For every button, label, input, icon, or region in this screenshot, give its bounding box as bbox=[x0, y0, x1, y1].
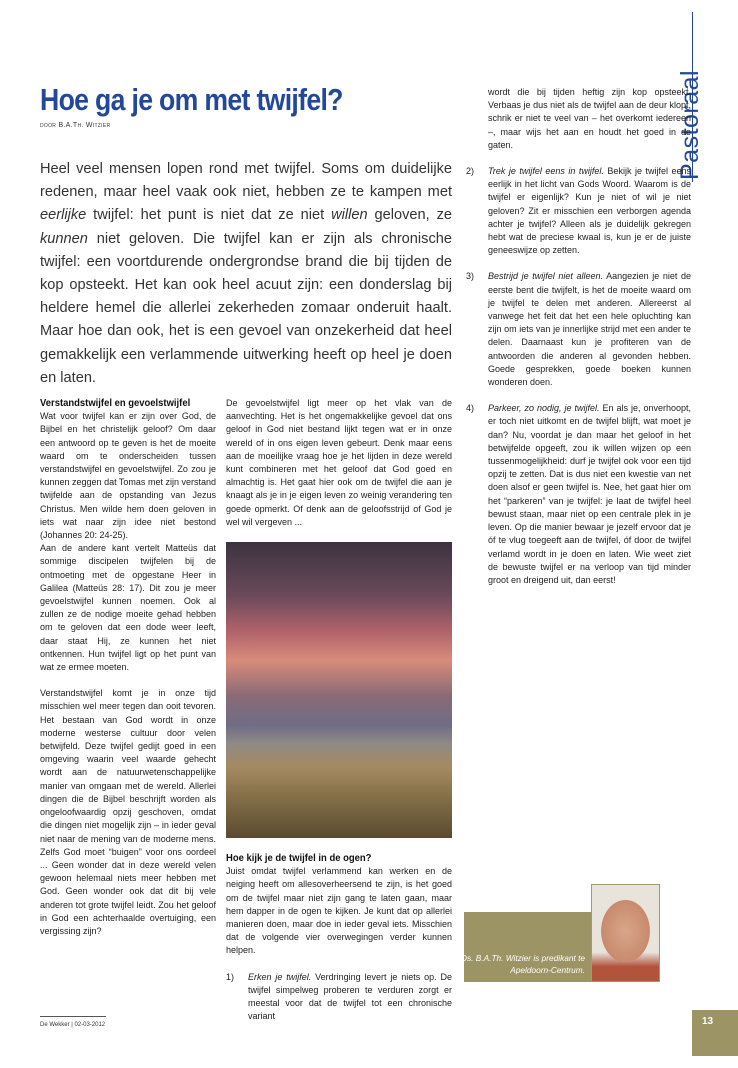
author-caption: Ds. B.A.Th. Witzier is predikant te Apeldoorn-Centrum. bbox=[461, 953, 585, 975]
paragraph: Juist omdat twijfel verlammend kan werken en de neiging heeft om allesoverheersend te zijn, is het goed om de twijfel maar niet zijn gang te laten gaan, maar hem dapper in de ogen te kijken. Je kunt dat op allerlei manieren doen, maar doe in ieder geval iets. Misschien dat de volgende vier overwegingen verder kunnen helpen. bbox=[226, 866, 452, 956]
sunset-landscape-photo bbox=[226, 542, 452, 838]
column-1 bbox=[40, 397, 216, 951]
paragraph: Verstandstwijfel komt je in onze tijd misschien wel meer tegen dan ooit tevoren. Het bestaan van God wordt in onze moderne westerse cultuur door velen betwijfeld. Deze twijfel gedijt goed in een omgeving waarin veel waarde gehecht wordt aan de natuurwetenschappelijke manier van omgaan met de wereld. Allerlei dingen die de Bijbel beschrijft worden als ongeloofwaardig opzij geschoven, omdat die dingen niet mogelijk zijn – in ieder geval niet naar de mening van de moderne mens. Zelfs God moet “buigen” voor ons oordeel ... Geen wonder dat in deze wereld velen gewoon helemaal niets meer hebben met God. Geen wonder ook dat dit bij vele anderen tot grote twijfel leidt. Zou het geloof in God een achterhaalde overtuiging, een vergissing zijn? bbox=[40, 688, 216, 936]
footer-rule bbox=[40, 1016, 106, 1017]
paragraph: Aan de andere kant vertelt Matteüs dat sommige discipelen twijfelen bij de ontmoeting met de opgestane Heer in Galilea (Matteüs 28: 17). Dit zou je meer gevoelstwijfel kunnen noemen. Ook al zullen ze de nodige moeite gehad hebben om te geloven dat een dode weer leeft, daar staat Hij, ze kunnen het niet ontkennen. Hun twijfel ligt op het punt van wat ze ermee moeten. bbox=[40, 543, 216, 673]
byline: door B.A.Th. Witzier bbox=[40, 122, 111, 129]
author-portrait bbox=[591, 884, 660, 982]
list-item: 4) Parkeer, zo nodig, je twijfel. En als je, onverhoopt, er toch niet uitkomt en de twijfel blijft, wat moet je dan? Nu, voordat je dan maar het geloof in het betwijfelde opgeeft, zou ik willen wijzen op een tussenmogelijkheid: durf je twijfel ook voor een tijd opzij te zetten. Dat is dus niet een kwestie van net doen alsof er geen twijfel is. Nee, het gaat hier om het “parkeren” van je twijfel: je laat de twijfel heel bewust staan, maar niet op een centrale plek in je leven. Op die manier bewaar je jezelf ervoor dat je óf te vlug toegeeft aan de twijfel, óf door de twijfel verlamd wordt in je doen en laten. Wie weet ziet de bewuste twijfel er na verloop van tijd minder groot en dreigend uit, dan eerst! bbox=[466, 403, 691, 585]
intro-paragraph: Heel veel mensen lopen rond met twijfel. Soms om duidelijke redenen, maar heel vaak ook niet, hebben ze te kampen met eerlijke twijfel: het punt is niet dat ze niet willen geloven, ze kunnen niet geloven. Die twijfel kan er zijn als chronische twijfel: een voortdurende ondergrondse brand die bij tijden de kop opsteekt. Het kan ook heel acuut zijn: een donderslag bij heldere hemel die allerlei zekerheden zomaar onderuit haalt. Maar hoe dan ook, het is een gevoel van onzekerheid dat heel gemakkelijk een verlammende uitwerking heeft op heel je doen en laten. bbox=[40, 161, 452, 386]
paragraph: wordt die bij tijden heftig zijn kop opsteekt. Verbaas je dus niet als de twijfel aan de deur klopt, schrik er niet te veel van – het overkomt iedereen –, maar wijs het aan en houdt het goed in de gaten. bbox=[488, 87, 691, 150]
author-caption-box bbox=[461, 912, 591, 982]
footer-text: De Wekker | 02-03-2012 bbox=[40, 1022, 106, 1028]
subheading: Verstandstwijfel en gevoelstwijfel bbox=[40, 397, 191, 409]
page-number: 13 bbox=[702, 1016, 714, 1027]
paragraph: Wat voor twijfel kan er zijn over God, de Bijbel en het christelijk geloof? Om daar een antwoord op te geven is het de moeite waard om te onderscheiden tussen verstandstwijfel en gevoelstwijfel. Zo zou je kunnen zeggen dat Tomas met zijn verstand twijfelde aan de opstanding van Jezus Christus. Men wilde hem doen geloven in iets wat naar zijn idee niet bestond (Johannes 20: 24-25). bbox=[40, 411, 216, 541]
paragraph: De gevoelstwijfel ligt meer op het vlak van de aanvechting. Het is het ongemakkelijke gevoel dat ons geloof in God niet bestand lijkt tegen wat er in onze wereld of in ons eigen leven gebeurt. Denk maar eens aan de moeilijke vraag hoe je het lijden in deze wereld kunt combineren met het geloof dat God goed en almachtig is. Het gaat hier ook om de twijfel die aan je knaagt als je in je eigen leven zo weinig verandering ten goede opmerkt. Of denk aan de geloofsstrijd of God je wel wil vergeven ... bbox=[226, 398, 452, 527]
column-3 bbox=[466, 86, 691, 600]
list-item: 1) Erken je twijfel. Verdringing levert je niets op. De twijfel simpelweg proberen te verduren zorgt er meestal voor dat de twijfel tot een chronische variant bbox=[226, 971, 452, 1022]
section-label: Pastoraal bbox=[676, 69, 704, 180]
article-title: Hoe ga je om met twijfel? bbox=[40, 82, 343, 117]
subheading: Hoe kijk je de twijfel in de ogen? bbox=[226, 852, 372, 865]
page-number-box bbox=[692, 1010, 738, 1056]
list-item: 2) Trek je twijfel eens in twijfel. Bekijk je twijfel eens eerlijk in het licht van Gods Woord. Waarom is de twijfel er eigenlijk? Kun je niet of wil je niet geloven? Zit er misschien een verborgen agenda achter je twijfel? Alleen als je duidelijk gekregen hebt wat de preciese kwaal is, kun je er de juiste geneeswijze op zetten. bbox=[466, 166, 691, 256]
list-item: 3) Bestrijd je twijfel niet alleen. Aangezien je niet de eerste bent die twijfelt, is het de moeite waard om je twijfel te delen met anderen. Allereerst al vanwege het feit dat het een hele opluchting kan zijn om iets van je innerlijke strijd met een ander te delen. Daarnaast kun je profiteren van de antwoorden die anderen al gevonden hebben. Goede gesprekken, goede boeken kunnen wonderen doen. bbox=[466, 271, 691, 388]
column-2 bbox=[226, 397, 452, 1036]
